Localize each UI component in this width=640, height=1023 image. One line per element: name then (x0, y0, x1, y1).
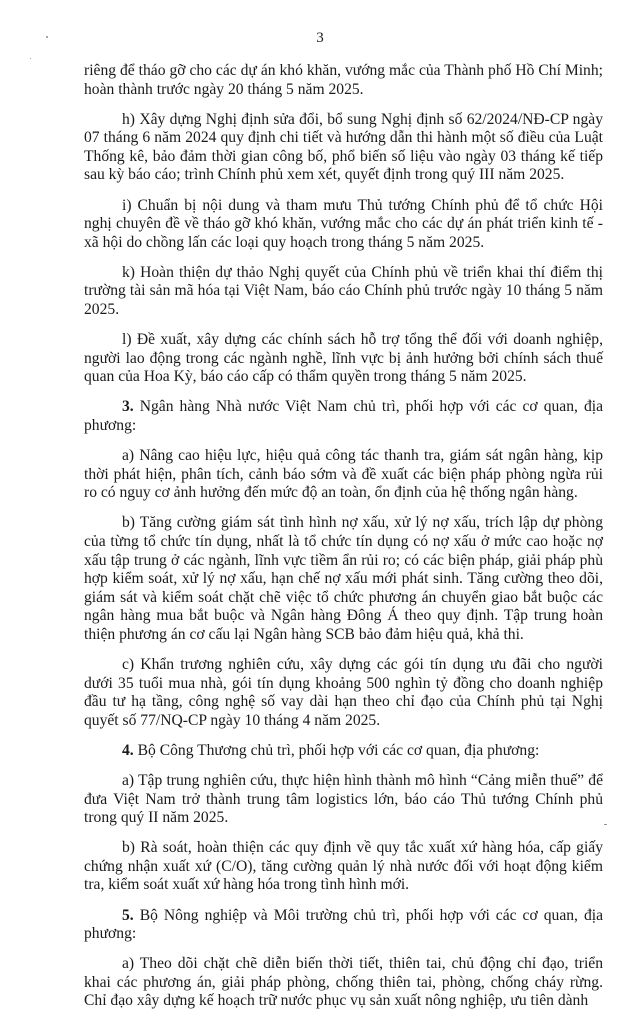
scan-speck (604, 824, 607, 825)
paragraph-item-h: h) Xây dựng Nghị định sửa đổi, bổ sung Nghị định số 62/2024/NĐ-CP ngày 07 tháng 6 năm 2024 quy định chi tiết và hướng dẫn thi hành một số điều của Luật Thống kê, bảo đảm thời gian công bố, phổ biến số liệu vào ngày 03 tháng kế tiếp sau kỳ báo cáo; trình Chính phủ xem xét, quyết định trong quý III năm 2025. (84, 110, 603, 184)
document-body (84, 62, 603, 1023)
paragraph-item-k: k) Hoàn thiện dự thảo Nghị quyết của Chính phủ về triển khai thí điểm thị trường tài sản mã hóa tại Việt Nam, báo cáo Chính phủ trước ngày 10 tháng 5 năm 2025. (84, 263, 603, 319)
section-heading-5 (84, 907, 603, 944)
paragraph-continuation: riêng để tháo gỡ cho các dự án khó khăn, vướng mắc của Thành phố Hồ Chí Minh; hoàn thành trước ngày 20 tháng 5 năm 2025. (84, 62, 603, 98)
paragraph-item-3c: c) Khẩn trương nghiên cứu, xây dựng các gói tín dụng ưu đãi cho người dưới 35 tuổi mua nhà, gói tín dụng khoảng 500 nghìn tỷ đồng cho doanh nghiệp đầu tư hạ tầng, công nghệ số vay dài hạn theo chỉ đạo của Chính phủ tại Nghị quyết số 77/NQ-CP ngày 10 tháng 4 năm 2025. (84, 656, 603, 729)
paragraph-item-i: i) Chuẩn bị nội dung và tham mưu Thủ tướng Chính phủ để tổ chức Hội nghị chuyên đề về tháo gỡ khó khăn, vướng mắc cho các dự án phát triển kinh tế - xã hội do chồng lấn các loại quy hoạch trong tháng 5 năm 2025. (84, 196, 603, 251)
paragraph-item-3b: b) Tăng cường giám sát tình hình nợ xấu, xử lý nợ xấu, trích lập dự phòng của từng tổ chức tín dụng, nhất là tổ chức tín dụng có nợ xấu ở mức cao hoặc nợ xấu tập trung ở các ngành, lĩnh vực tiềm ẩn rủi ro; có các biện pháp, giải pháp phù hợp kiểm soát, xử lý nợ xấu, hạn chế nợ xấu mới phát sinh. Tăng cường theo dõi, giám sát và kiểm soát chặt chẽ việc tổ chức phương án chuyển giao bắt buộc các ngân hàng mua bắt buộc và Ngân hàng Đông Á theo quy định. Tập trung hoàn thiện phương án cơ cấu lại Ngân hàng SCB bảo đảm hiệu quả, khả thi. (84, 514, 603, 643)
scan-speck (46, 36, 48, 38)
section-heading-3 (84, 398, 603, 435)
section-number: 3. (122, 398, 134, 416)
paragraph-item-4b: b) Rà soát, hoàn thiện các quy định về quy tắc xuất xứ hàng hóa, cấp giấy chứng nhận xuất xứ (C/O), tăng cường quản lý nhà nước đối với hoạt động kiểm tra, kiểm soát xuất xứ hàng hóa trong tình hình mới. (84, 839, 603, 894)
paragraph-item-l: l) Đề xuất, xây dựng các chính sách hỗ trợ tổng thể đối với doanh nghiệp, người lao động trong các ngành nghề, lĩnh vực bị ảnh hưởng bởi chính sách thuế quan của Hoa Kỳ, báo cáo cấp có thẩm quyền trong tháng 5 năm 2025. (84, 331, 603, 386)
paragraph-item-5a: a) Theo dõi chặt chẽ diễn biến thời tiết, thiên tai, chủ động chỉ đạo, triển khai các phương án, giải pháp phòng, chống thiên tai, phòng, chống cháy rừng. Chỉ đạo xây dựng kế hoạch trữ nước phục vụ sản xuất nông nghiệp, ưu tiên dành (84, 955, 603, 1010)
paragraph-item-3a: a) Nâng cao hiệu lực, hiệu quả công tác thanh tra, giám sát ngân hàng, kịp thời phát hiện, phân tích, cảnh báo sớm và đề xuất các biện pháp phòng ngừa rủi ro có nguy cơ ảnh hưởng đến mức độ an toàn, ổn định của hệ thống ngân hàng. (84, 447, 603, 502)
section-number: 5. (122, 906, 134, 924)
section-heading-4 (84, 742, 603, 761)
section-heading-text: Bộ Công Thương chủ trì, phối hợp với các cơ quan, địa phương: (133, 741, 540, 759)
page-number: 3 (316, 30, 324, 46)
section-heading-text: Bộ Nông nghiệp và Môi trường chủ trì, phối hợp với các cơ quan, địa phương: (84, 906, 603, 943)
paragraph-item-4a: a) Tập trung nghiên cứu, thực hiện hình thành mô hình “Cảng miễn thuế” để đưa Việt Nam trở thành trung tâm logistics lớn, báo cáo Thủ tướng Chính phủ trong quý II năm 2025. (84, 772, 603, 827)
section-number: 4. (122, 741, 134, 759)
section-heading-text: Ngân hàng Nhà nước Việt Nam chủ trì, phối hợp với các cơ quan, địa phương: (84, 398, 603, 434)
scan-speck (30, 58, 31, 59)
